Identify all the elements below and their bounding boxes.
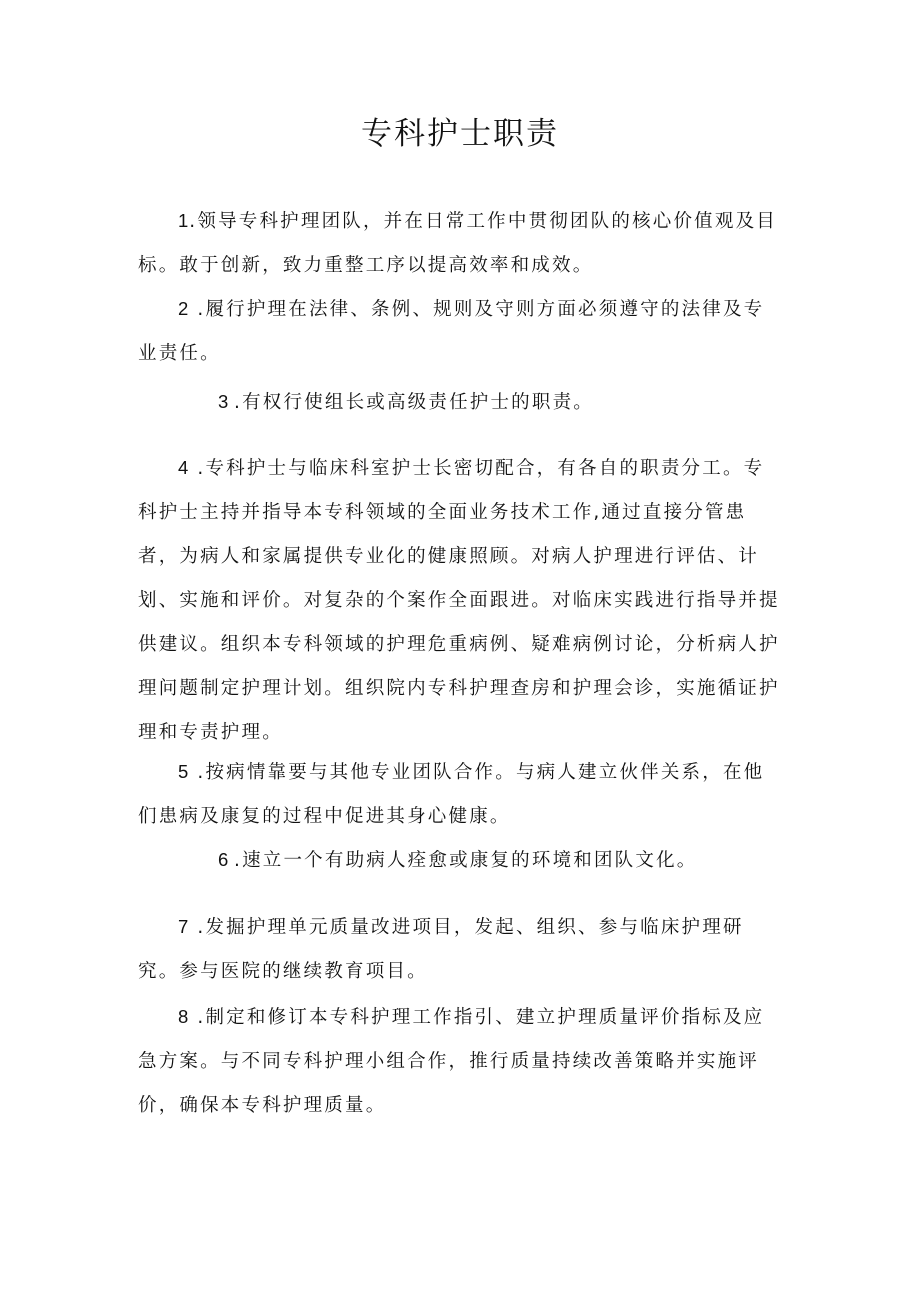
- item-number: 5: [178, 761, 190, 782]
- item-number: 7: [178, 916, 190, 937]
- duty-item-1: [138, 199, 784, 288]
- item-text: .速立一个有助病人痊愈或康复的环境和团队文化。: [234, 850, 698, 871]
- duty-item-8: [138, 995, 784, 1128]
- duty-item-2: [138, 287, 784, 376]
- document-title: 专科护士职责: [361, 116, 559, 152]
- duty-item-7: [138, 905, 784, 994]
- item-text: .履行护理在法律、条例、规则及守则方面必须遵守的法律及专业责任。: [138, 299, 765, 364]
- item-text: .领导专科护理团队，并在日常工作中贯彻团队的核心价值观及目标。敢于创新，致力重整工序以提高效率和成效。: [138, 211, 777, 276]
- item-number: 3: [218, 391, 230, 412]
- item-number: 4: [178, 457, 190, 478]
- duty-item-3: [138, 380, 784, 425]
- item-number: 8: [178, 1006, 190, 1027]
- duty-item-4: [138, 446, 784, 755]
- item-text: .有权行使组长或高级责任护士的职责。: [234, 392, 594, 413]
- item-number: 1: [178, 210, 190, 231]
- item-number: 6: [218, 849, 230, 870]
- item-text: .制定和修订本专科护理工作指引、建立护理质量评价指标及应急方案。与不同专科护理小组合作，推行质量持续改善策略并实施评价，确保本专科护理质量。: [138, 1007, 765, 1116]
- item-text: .发掘护理单元质量改进项目，发起、组织、参与临床护理研究。参与医院的继续教育项目。: [138, 917, 744, 982]
- item-text: .按病情靠要与其他专业团队合作。与病人建立伙伴关系，在他们患病及康复的过程中促进其身心健康。: [138, 762, 765, 827]
- duty-item-6: [138, 838, 784, 883]
- item-text: .专科护士与临床科室护士长密切配合，有各自的职责分工。专科护士主持并指导本专科领域的全面业务技术工作,通过直接分管患者，为病人和家属提供专业化的健康照顾。对病人护理进行评估、计划、实施和评价。对复杂的个案作全面跟进。对临床实践进行指导并提供建议。组织本专科领域的护理危重病例、疑难病例讨论，分析病人护理问题制定护理计划。组织院内专科护理查房和护理会诊，实施循证护理和专责护理。: [138, 458, 780, 743]
- duty-item-5: [138, 750, 784, 839]
- item-number: 2: [178, 298, 190, 319]
